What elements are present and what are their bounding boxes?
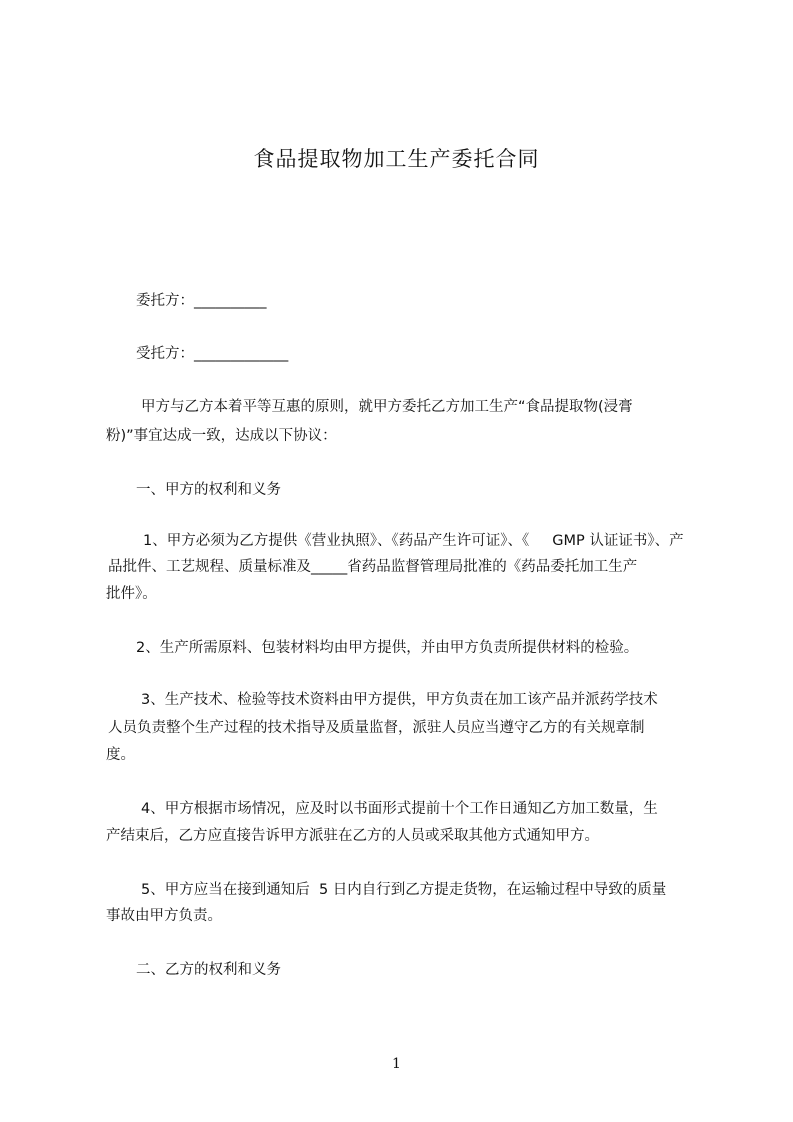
intro-line-1: 甲方与乙方本着平等互惠的原则，就甲方委托乙方加工生产“食品提取物(浸膏	[141, 399, 633, 415]
section-1-heading: 一、甲方的权利和义务	[136, 482, 281, 498]
clause-4-line-1: 4、甲方根据市场情况，应及时以书面形式提前十个工作日通知乙方加工数量，生	[141, 801, 658, 817]
clause-2-line-1: 2、生产所需原料、包装材料均由甲方提供，并由甲方负责所提供材料的检验。	[136, 640, 639, 656]
party-b-line: 受托方：_____________	[136, 346, 289, 362]
clause-4-line-2: 产结束后，乙方应直接告诉甲方派驻在乙方的人员或采取其他方式通知甲方。	[106, 828, 599, 844]
intro-line-2: 粉)”事宜达成一致，达成以下协议：	[106, 428, 337, 444]
clause-5-line-2: 事故由甲方负责。	[106, 908, 222, 924]
clause-3-line-2: 人员负责整个生产过程的技术指导及质量监督，派驻人员应当遵守乙方的有关规章制	[108, 720, 645, 736]
clause-1-line-1: 1、甲方必须为乙方提供《营业执照》、《药品产生许可证》、《 GMP 认证证书》、产	[143, 533, 684, 549]
section-2-heading: 二、乙方的权利和义务	[136, 962, 281, 978]
clause-1-line-2: 品批件、工艺规程、质量标准及_____省药品监督管理局批准的《药品委托加工生产	[108, 559, 638, 575]
clause-1-line-3: 批件》。	[106, 586, 157, 602]
clause-3-line-3: 度。	[106, 747, 135, 763]
party-a-line: 委托方：__________	[136, 293, 267, 309]
contract-title: 食品提取物加工生产委托合同	[253, 147, 540, 171]
page-number: 1	[392, 1056, 401, 1072]
clause-3-line-1: 3、生产技术、检验等技术资料由甲方提供，甲方负责在加工该产品并派药学技术	[141, 692, 658, 708]
clause-5-line-1: 5、甲方应当在接到通知后 5 日内自行到乙方提走货物，在运输过程中导致的质量	[141, 882, 667, 898]
